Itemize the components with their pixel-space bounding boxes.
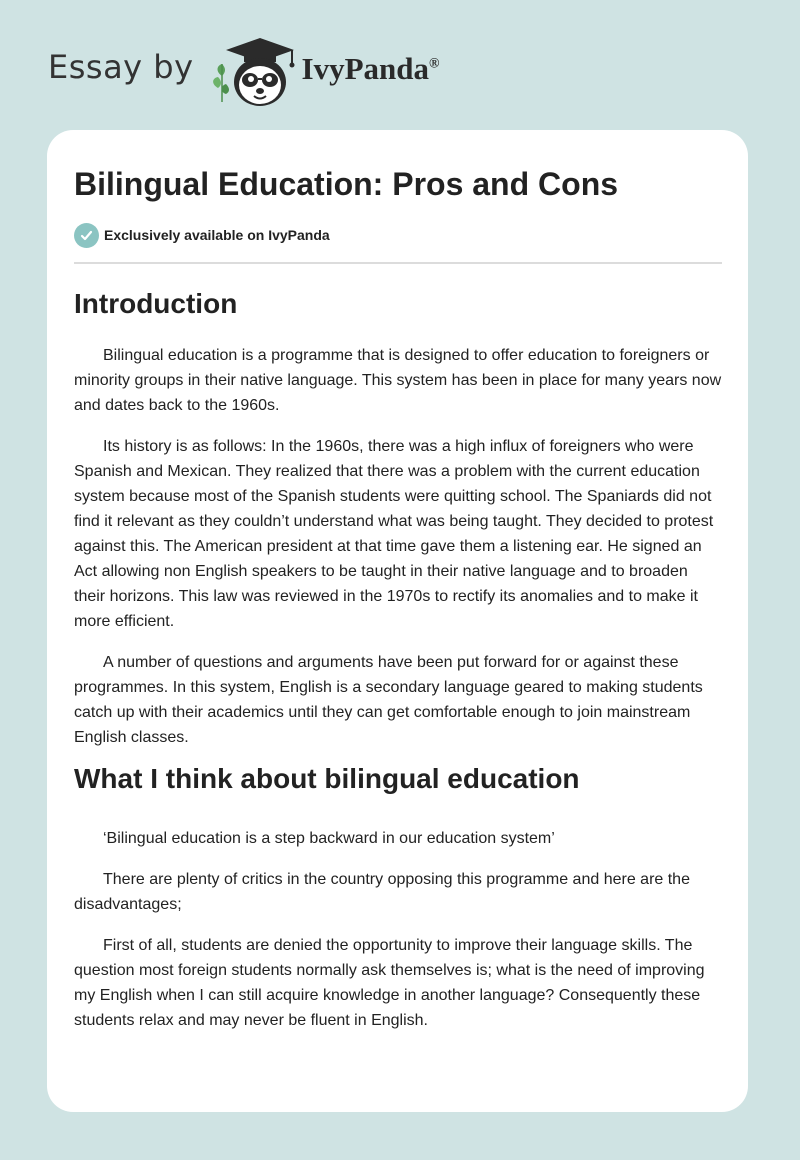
section-heading-introduction: Introduction (74, 288, 238, 319)
registered-mark: ® (429, 56, 440, 72)
paragraph: Bilingual education is a programme that is designed to offer education to foreigners or minority groups in their native language. This system has been in place for many years now and dates back to the 1960s. (74, 347, 722, 414)
quote-paragraph: ‘Bilingual education is a step backward in our education system’ (103, 830, 555, 847)
check-icon (74, 223, 99, 248)
divider (74, 262, 722, 264)
exclusive-label: Exclusively available on IvyPanda (104, 227, 330, 243)
page-title: Bilingual Education: Pros and Cons (74, 166, 619, 202)
site-header (48, 34, 508, 114)
section-heading-opinion: What I think about bilingual education (74, 763, 580, 794)
brand-name[interactable] (302, 51, 440, 87)
paragraph: There are plenty of critics in the country opposing this programme and here are the disadvantages; (74, 871, 690, 913)
exclusive-badge (74, 222, 722, 248)
panda-logo-icon[interactable] (208, 32, 304, 112)
paragraph: A number of questions and arguments have been put forward for or against these programmes. In this system, English is a secondary language geared to making students catch up with their academics until they can get comfortable enough to join mainstream English classes. (74, 654, 703, 746)
paragraph: First of all, students are denied the opportunity to improve their language skills. The question most foreign students normally ask themselves is; what is the need of improving my English when I can still acquire knowledge in another language? Consequently these students relax and may never be fluent in English. (74, 937, 705, 1029)
essay-card (47, 130, 748, 1112)
essay-by-label: Essay by (48, 48, 194, 86)
brand-label: IvyPanda (301, 51, 430, 86)
paragraph: Its history is as follows: In the 1960s, there was a high influx of foreigners who were Spanish and Mexican. They realized that there was a problem with the current education system because most of the Spanish students were quitting school. The Spaniards did not find it relevant as they couldn’t understand what was being taught. They decided to protest against this. The American president at that time gave them a listening ear. He signed an Act allowing non English speakers to be taught in their native language and to broaden their horizons. This law was reviewed in the 1970s to rectify its anomalies and to make it more efficient. (74, 438, 714, 630)
